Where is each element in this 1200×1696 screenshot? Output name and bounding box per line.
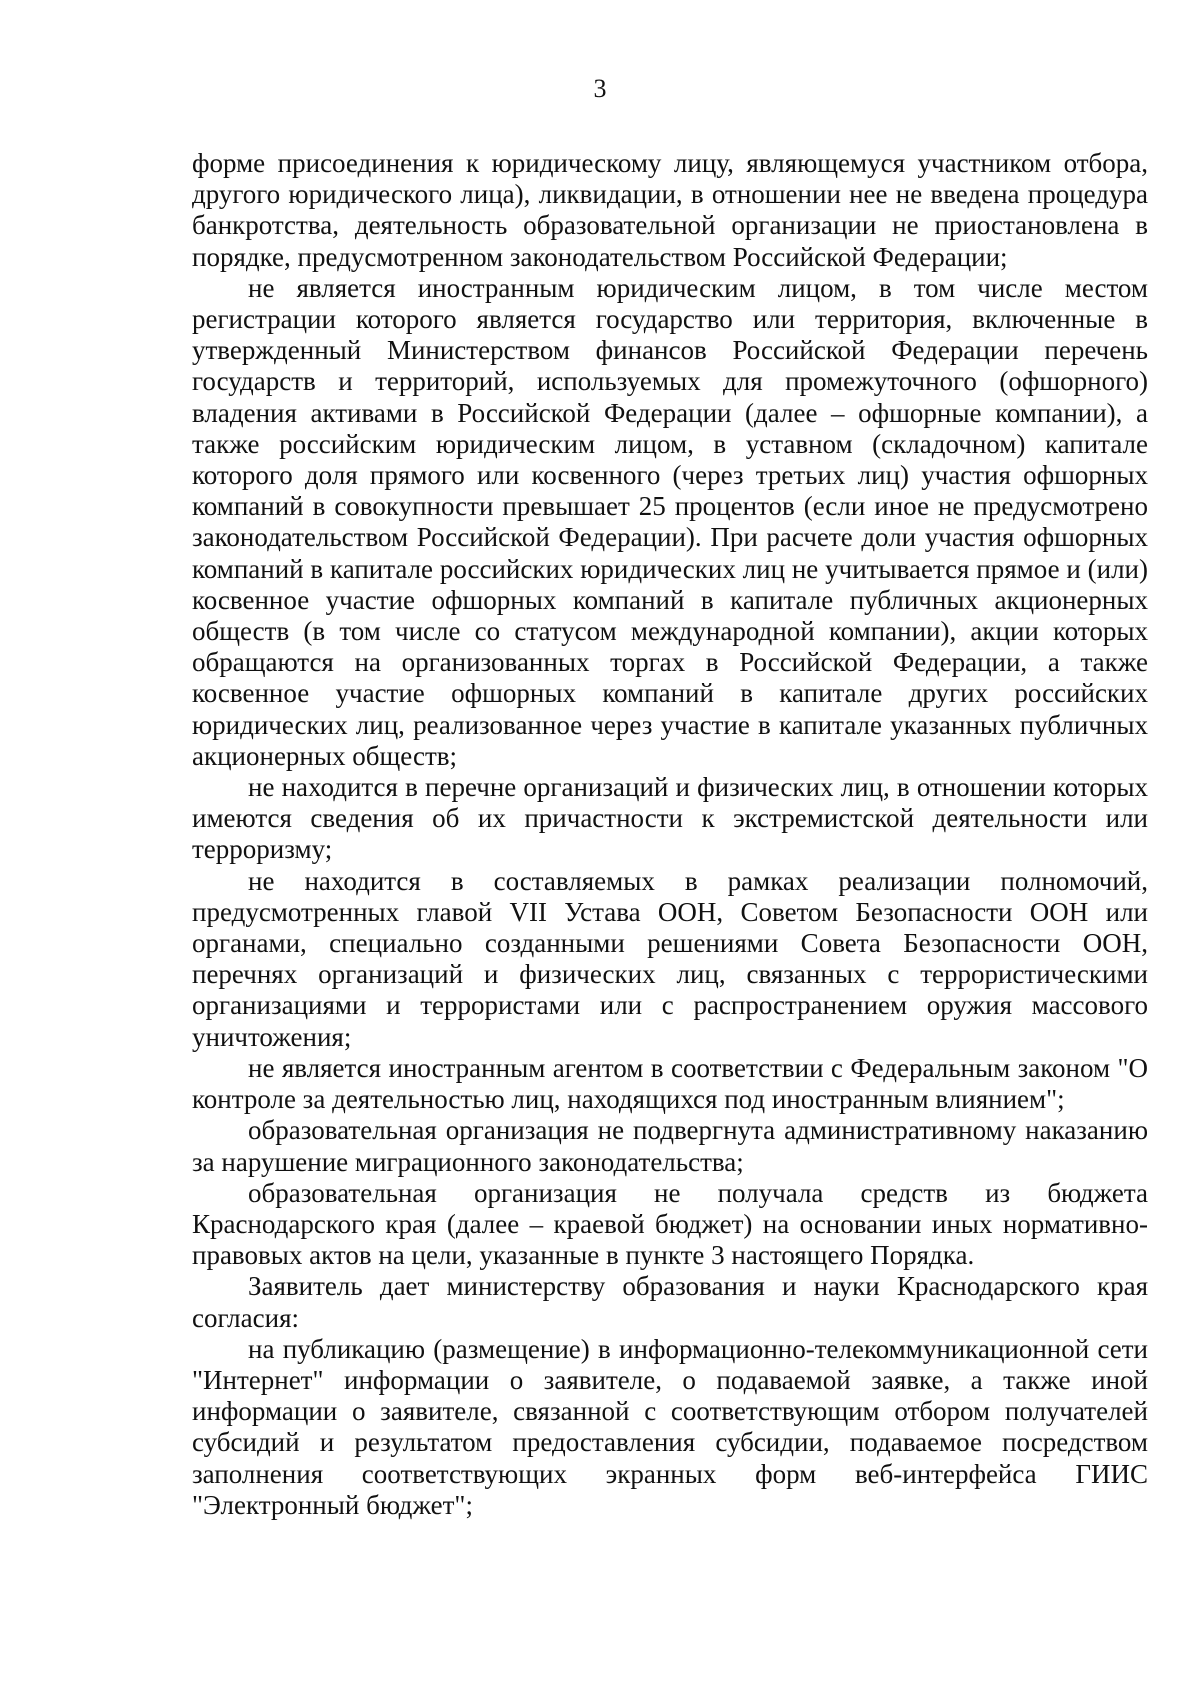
paragraph-offshore-requirement: не является иностранным юридическим лицом, в том числе местом регистрации которого является государство или территория, включенные в утвержденный Министерством финансов Российской Федерации перечень государств и территорий, используемых для промежуточного (офшорного) владения активами в Российской Федерации (далее – офшорные компании), а также российским юридическим лицом, в уставном (складочном) капитале которого доля прямого или косвенного (через третьих лиц) участия офшорных компаний в совокупности превышает 25 процентов (если иное не предусмотрено законодательством Российской Федерации). При расчете доли участия офшорных компаний в капитале российских юридических лиц не учитывается прямое и (или) косвенное участие офшорных компаний в капитале публичных акционерных обществ (в том числе со статусом международной компании), акции которых обращаются на организованных торгах в Российской Федерации, а также косвенное участие офшорных компаний в капитале других российских юридических лиц, реализованное через участие в капитале указанных публичных акционерных обществ; [192, 272, 1148, 771]
paragraph-extremism-list: не находится в перечне организаций и физических лиц, в отношении которых имеются сведения об их причастности к экстремистской деятельности или терроризму; [192, 772, 1148, 865]
paragraph-continuation: форме присоединения к юридическому лицу, являющемуся участником отбора, другого юридического лица), ликвидации, в отношении нее не введена процедура банкротства, деятельность образовательной организации не приостановлена в порядке, предусмотренном законодательством Российской Федерации; [192, 148, 1148, 272]
paragraph-publication-consent: на публикацию (размещение) в информационно-телекоммуникационной сети "Интернет" информации о заявителе, о подаваемой заявке, а также иной информации о заявителе, связанной с соответствующим отбором получателей субсидий и результатом предоставления субсидии, подаваемое посредством заполнения соответствующих экранных форм веб-интерфейса ГИИС "Электронный бюджет"; [192, 1333, 1148, 1520]
paragraph-migration-penalty: образовательная организация не подвергнута административному наказанию за нарушение миграционного законодательства; [192, 1115, 1148, 1177]
page-number: 3 [593, 74, 607, 103]
paragraph-applicant-consent: Заявитель дает министерству образования и науки Краснодарского края согласия: [192, 1271, 1148, 1333]
paragraph-foreign-agent: не является иностранным агентом в соответствии с Федеральным законом "О контроле за деятельностью лиц, находящихся под иностранным влиянием"; [192, 1052, 1148, 1115]
paragraph-regional-budget: образовательная организация не получала средств из бюджета Краснодарского края (далее – краевой бюджет) на основании иных нормативно-правовых актов на цели, указанные в пункте 3 настоящего Порядка. [192, 1177, 1148, 1271]
paragraph-un-sanctions-list: не находится в составляемых в рамках реализации полномочий, предусмотренных главой VII Устава ООН, Советом Безопасности ООН или органами, специально созданными решениями Совета Безопасности ООН, перечнях организаций и физических лиц, связанных с террористическими организациями и террористами или с распространением оружия массового уничтожения; [192, 865, 1148, 1052]
document-body [192, 148, 1148, 1521]
